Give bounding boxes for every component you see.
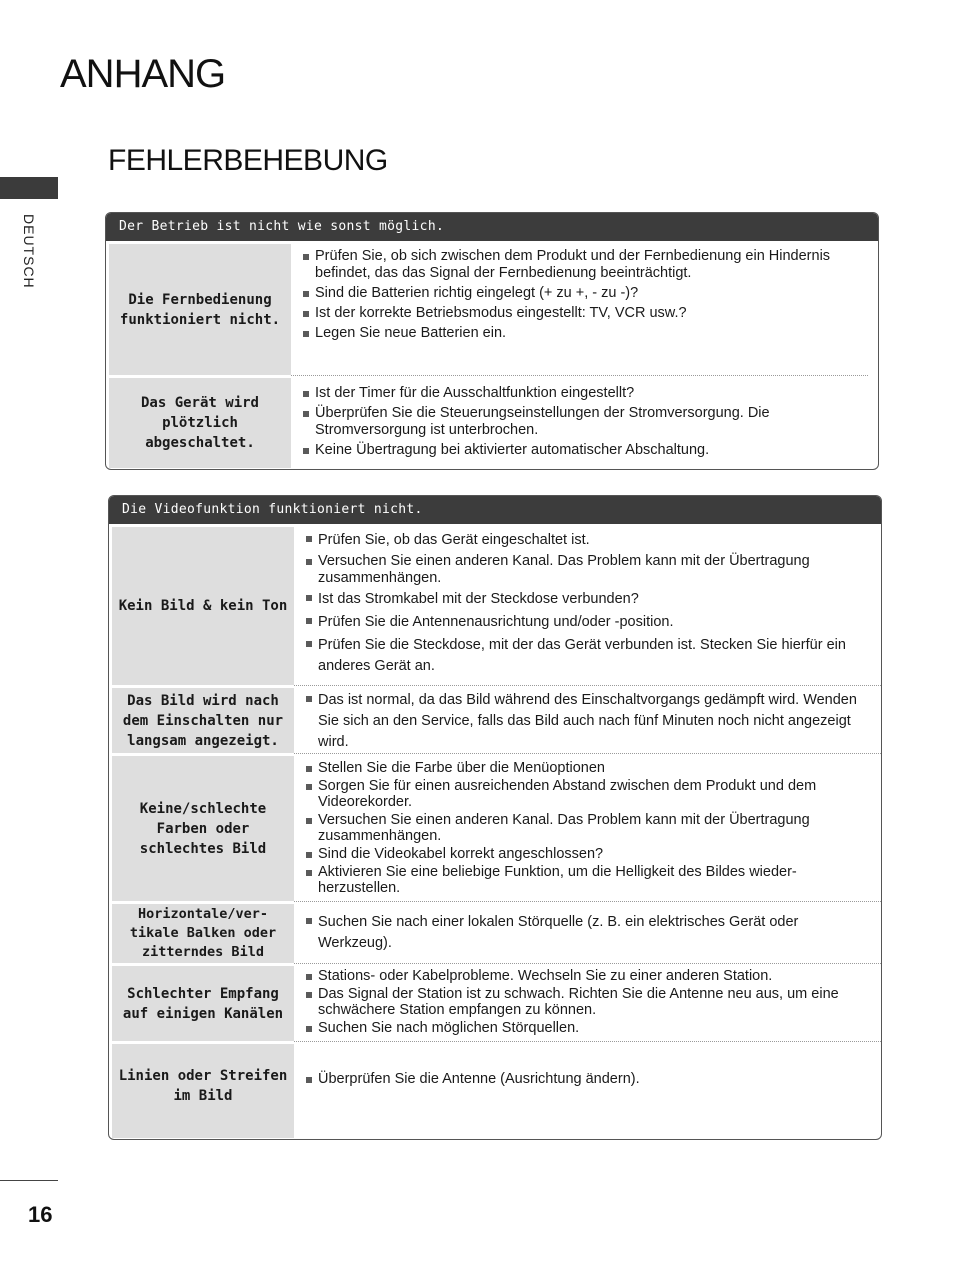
troubleshooting-table-operation <box>105 212 879 470</box>
language-tab-marker <box>0 177 58 199</box>
solution-item: Sorgen Sie für einen ausreichenden Abstand zwischen dem Produkt und dem Videorekorder. <box>306 778 871 810</box>
chapter-title: ANHANG <box>60 52 226 96</box>
solution-cell <box>294 963 881 1041</box>
solution-item: Ist der Timer für die Ausschaltfunktion eingestellt? <box>303 385 858 402</box>
solution-item: Sind die Batterien richtig eingelegt (+ zu +, - zu -)? <box>303 285 868 302</box>
table-row <box>106 375 878 468</box>
table-row <box>109 963 881 1041</box>
solution-item: Suchen Sie nach möglichen Störquellen. <box>306 1020 871 1036</box>
page-number: 16 <box>28 1202 53 1227</box>
solution-item: Versuchen Sie einen anderen Kanal. Das Problem kann mit der Übertragung zusammenhängen. <box>306 812 871 844</box>
solution-cell <box>294 685 881 753</box>
solution-item: Überprüfen Sie die Steuerungseinstellungen der Stromversorgung. Die Stromversorgung ist unterbrochen. <box>303 405 858 439</box>
solution-item: Ist das Stromkabel mit der Steckdose verbunden? <box>306 589 871 610</box>
table-row <box>109 1041 881 1138</box>
solution-item: Suchen Sie nach einer lokalen Störquelle (z. B. ein elektrisches Gerät oder Werkzeug). <box>306 912 871 954</box>
solution-item: Prüfen Sie, ob das Gerät eingeschaltet ist. <box>306 530 871 551</box>
problem-cell: Die Fernbedienung funktioniert nicht. <box>109 244 291 375</box>
solution-item: Stellen Sie die Farbe über die Menüoptionen <box>306 760 871 776</box>
solution-item: Sind die Videokabel korrekt angeschlossen? <box>306 846 871 862</box>
table-row <box>109 753 881 901</box>
solution-item: Prüfen Sie die Antennenausrichtung und/oder -position. <box>306 612 871 633</box>
solution-item: Prüfen Sie, ob sich zwischen dem Produkt und der Fernbedienung ein Hindernis befindet, das das Signal der Fernbedienung beeinträchtigt. <box>303 248 868 282</box>
table-row <box>109 685 881 753</box>
problem-cell: Horizontale/ver-tikale Balken oder zitterndes Bild <box>112 904 294 963</box>
solution-item: Ist der korrekte Betriebsmodus eingestellt: TV, VCR usw.? <box>303 305 868 322</box>
solution-item: Das Signal der Station ist zu schwach. Richten Sie die Antenne neu aus, um eine schwächere Station empfangen zu können. <box>306 986 871 1018</box>
solution-item: Das ist normal, da das Bild während des Einschaltvorgangs gedämpft wird. Wenden Sie sich an den Service, falls das Bild auch nach fünf Minuten noch nicht angezeigt wird. <box>306 690 871 753</box>
problem-cell: Schlechter Empfang auf einigen Kanälen <box>112 966 294 1041</box>
solution-cell <box>294 1041 881 1138</box>
solution-item: Stations- oder Kabelprobleme. Wechseln Sie zu einer anderen Station. <box>306 968 871 984</box>
page-number-rule <box>0 1180 58 1181</box>
problem-cell: Linien oder Streifen im Bild <box>112 1044 294 1138</box>
solution-cell <box>291 241 878 375</box>
problem-cell: Das Gerät wird plötzlich abgeschaltet. <box>109 378 291 468</box>
solution-item: Prüfen Sie die Steckdose, mit der das Gerät verbunden ist. Stecken Sie hierfür ein anderes Gerät an. <box>306 635 871 677</box>
solution-cell <box>294 524 881 685</box>
solution-cell <box>291 375 868 468</box>
solution-item: Keine Übertragung bei aktivierter automatischer Abschaltung. <box>303 442 858 459</box>
table-row <box>109 524 881 685</box>
table-header: Die Videofunktion funktioniert nicht. <box>109 496 881 524</box>
problem-cell: Das Bild wird nach dem Einschalten nur langsam angezeigt. <box>112 688 294 753</box>
section-title: FEHLERBEHEBUNG <box>108 144 388 177</box>
solution-cell <box>294 753 881 901</box>
table-header: Der Betrieb ist nicht wie sonst möglich. <box>106 213 878 241</box>
solution-item: Versuchen Sie einen anderen Kanal. Das Problem kann mit der Übertragung zusammenhängen. <box>306 553 871 587</box>
troubleshooting-table-video <box>108 495 882 1140</box>
solution-item: Legen Sie neue Batterien ein. <box>303 325 868 342</box>
solution-item: Überprüfen Sie die Antenne (Ausrichtung ändern). <box>306 1071 871 1088</box>
table-row <box>109 901 881 963</box>
solution-item: Aktivieren Sie eine beliebige Funktion, um die Helligkeit des Bildes wieder-herzustellen. <box>306 864 871 896</box>
table-row <box>106 241 878 375</box>
language-tab-label: DEUTSCH <box>21 214 37 289</box>
problem-cell: Keine/schlechte Farben oder schlechtes Bild <box>112 756 294 901</box>
solution-cell <box>294 901 881 963</box>
problem-cell: Kein Bild & kein Ton <box>112 527 294 685</box>
